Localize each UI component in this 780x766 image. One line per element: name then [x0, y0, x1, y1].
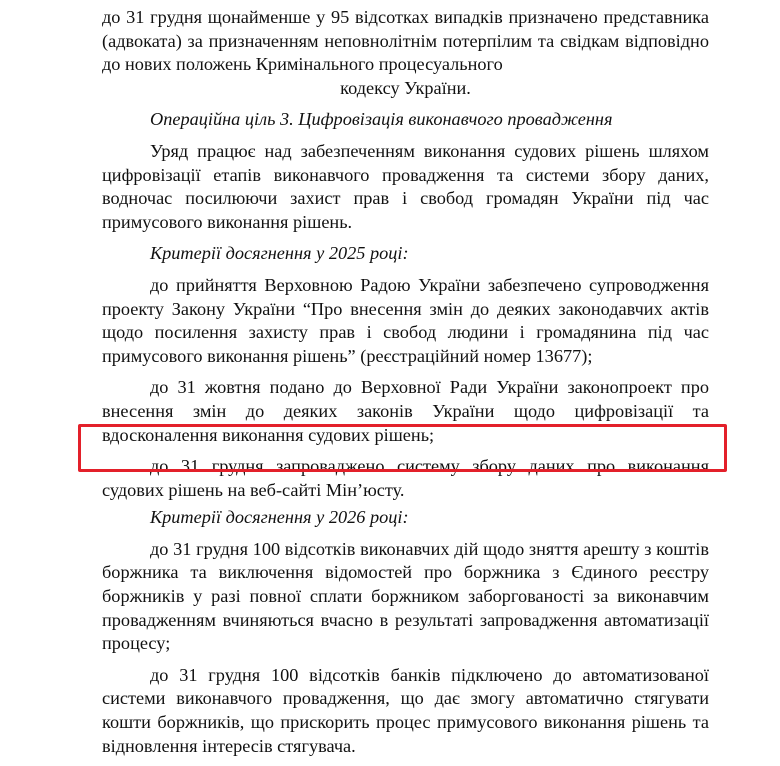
- intro-paragraph-main: до 31 грудня щонайменше у 95 відсотках випадків призначено представника (адвоката) за призначенням неповнолітнім потерпілим та свідкам відповідно до нових положень Кримінального процесуального: [102, 7, 709, 75]
- criteria-2026-item: до 31 грудня 100 відсотків виконавчих дій щодо зняття арешту з коштів боржника та виключення відомостей про боржника з Єдиного реєстру боржників у разі повної сплати боржником заборгованості за виконавчим провадженням вчиняються вчасно в результаті запровадження автоматизації процесу;: [102, 538, 709, 654]
- criteria-2025-heading: Критерії досягнення у 2025 році:: [150, 243, 409, 264]
- intro-paragraph-tail: кодексу України.: [340, 77, 471, 98]
- criteria-2025-item: до прийняття Верховною Радою України забезпечено супроводження проекту Закону України “Про внесення змін до деяких законодавчих актів щодо посилення захисту прав і свобод людини і громадянина під час примусового виконання рішень” (реєстраційний номер 13677);: [102, 274, 709, 366]
- criteria-2026-heading: Критерії досягнення у 2026 році:: [150, 507, 409, 528]
- criteria-2025-item: до 31 жовтня подано до Верховної Ради України законопроект про внесення змін до деяких законів України щодо цифровізації та вдосконалення виконання судових рішень;: [102, 377, 709, 445]
- goal-description: Уряд працює над забезпеченням виконання судових рішень шляхом цифровізації етапів виконавчого провадження та системи збору даних, водночас посилюючи захист прав і свобод громадян України під час примусового виконання рішень.: [102, 140, 709, 232]
- goal-heading: Операційна ціль 3. Цифровізація виконавчого провадження: [150, 109, 613, 130]
- intro-paragraph: [102, 6, 709, 100]
- criteria-2025-item-highlighted: до 31 грудня запроваджено систему збору даних про виконання судових рішень на веб-сайті Мін’юсту.: [102, 456, 709, 500]
- criteria-2026-item: до 31 грудня 100 відсотків банків підключено до автоматизованої системи виконавчого провадження, що дає змогу автоматично стягувати кошти боржників, що прискорить процес примусового виконання рішень та відновлення інтересів стягувача.: [102, 664, 709, 756]
- document-page: [102, 6, 709, 766]
